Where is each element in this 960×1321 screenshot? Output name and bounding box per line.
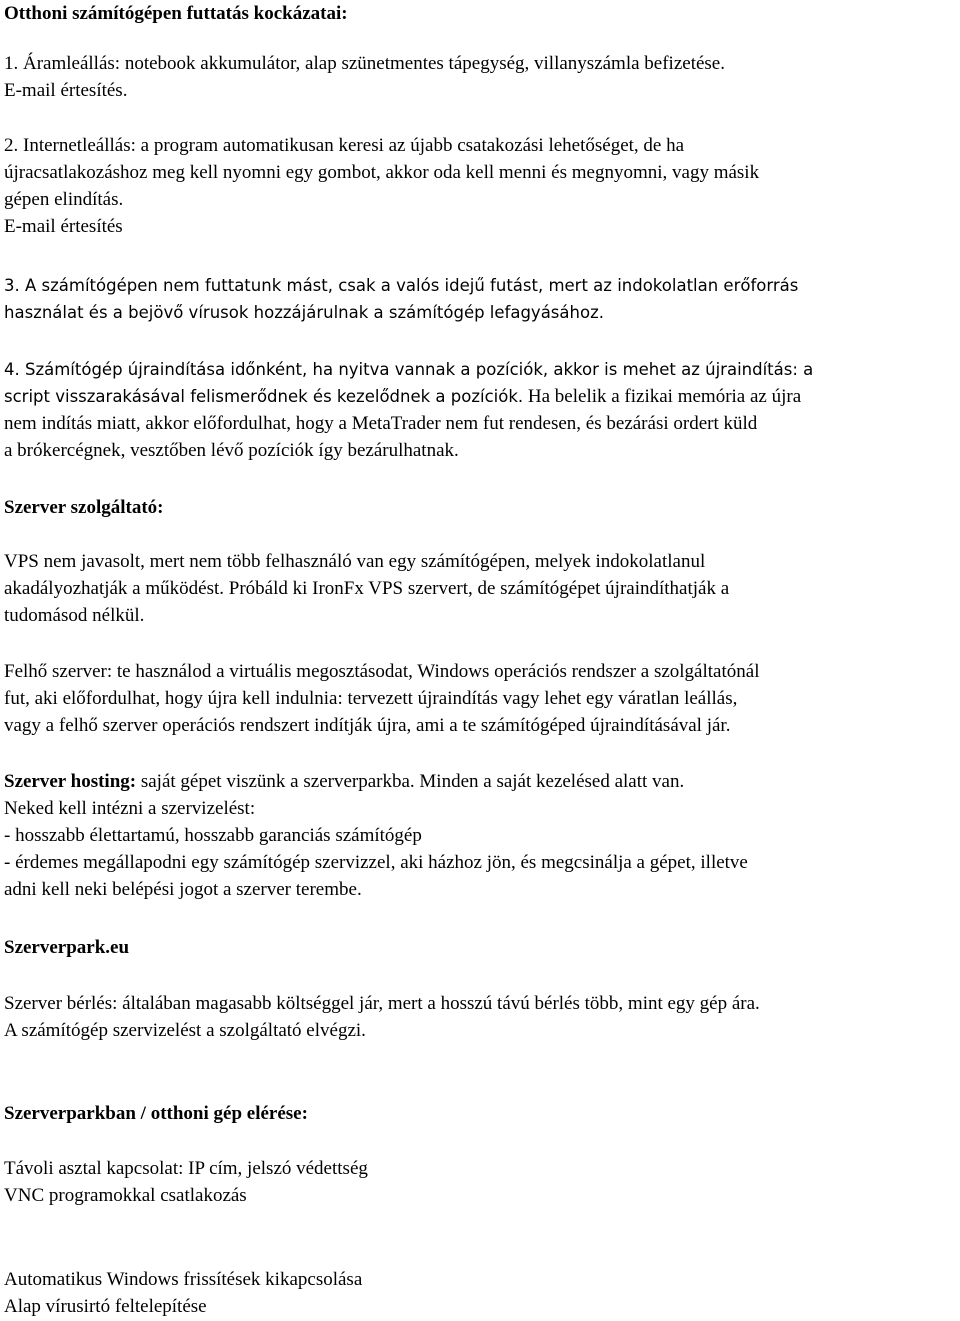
item-restart bbox=[4, 356, 956, 464]
text-line: 2. Internetleállás: a program automatikusan keresi az újabb csatakozási lehetőséget, de ha bbox=[4, 135, 685, 156]
text-line: használat és a bejövő vírusok hozzájárulnak a számítógép lefagyásához. bbox=[4, 303, 604, 322]
text-line: nem indítás miatt, akkor előfordulhat, hogy a MetaTrader nem fut rendesen, és bezárási ordert küld bbox=[4, 413, 758, 434]
text-line: Alap vírusirtó feltelepítése bbox=[4, 1296, 207, 1317]
text-line: vagy a felhő szerver operációs rendszert indítják újra, ami a te számítógéped újraindításával jár. bbox=[4, 715, 731, 736]
heading-home-risks: Otthoni számítógépen futtatás kockázatai: bbox=[4, 3, 348, 24]
text-line: 1. Áramleállás: notebook akkumulátor, alap szünetmentes tápegység, villanyszámla befizetése. bbox=[4, 53, 725, 74]
text-line: E-mail értesítés bbox=[4, 216, 123, 237]
paragraph-vps bbox=[4, 548, 956, 629]
text-line: a brókercégnek, vesztőben lévő pozíciók így bezárulhatnak. bbox=[4, 440, 459, 461]
text-line: E-mail értesítés. bbox=[4, 80, 128, 101]
paragraph-server-hosting bbox=[4, 768, 956, 903]
text-line: Automatikus Windows frissítések kikapcsolása bbox=[4, 1269, 363, 1290]
text-line: akadályozhatják a működést. Próbáld ki IronFx VPS szervert, de számítógépet újraindíthatják a bbox=[4, 578, 730, 599]
item-dedicated-use bbox=[4, 272, 956, 326]
heading-remote-access: Szerverparkban / otthoni gép elérése: bbox=[4, 1103, 308, 1124]
item-power-outage bbox=[4, 50, 956, 104]
text-line: tudomásod nélkül. bbox=[4, 605, 145, 626]
paragraph-server-rental bbox=[4, 990, 956, 1044]
text-line: Szerver bérlés: általában magasabb költséggel jár, mert a hosszú távú bérlés több, mint egy gép ára. bbox=[4, 993, 760, 1014]
text-line: Távoli asztal kapcsolat: IP cím, jelszó védettség bbox=[4, 1158, 368, 1179]
text-line: VNC programokkal csatlakozás bbox=[4, 1185, 247, 1206]
text-line: adni kell neki belépési jogot a szerver terembe. bbox=[4, 879, 362, 900]
text-line: VPS nem javasolt, mert nem több felhasználó van egy számítógépen, melyek indokolatlanul bbox=[4, 551, 706, 572]
hosting-label: Szerver hosting: bbox=[4, 771, 137, 792]
text-line: Ha belelik a fizikai memória az újra bbox=[523, 386, 802, 407]
text-line: 3. A számítógépen nem futtatunk mást, csak a valós idejű futást, mert az indokolatlan erőforrás bbox=[4, 276, 799, 295]
item-internet-outage bbox=[4, 132, 956, 240]
list-item: - érdemes megállapodni egy számítógép szervizzel, aki házhoz jön, és megcsinálja a gépet, illetve bbox=[4, 852, 748, 873]
text-line: saját gépet viszünk a szerverparkba. Minden a saját kezelésed alatt van. bbox=[136, 771, 685, 792]
text-line: újracsatlakozáshoz meg kell nyomni egy gombot, akkor oda kell menni és megnyomni, vagy másik bbox=[4, 162, 760, 183]
text-line: 4. Számítógép újraindítása időnként, ha nyitva vannak a pozíciók, akkor is mehet az újraindítás: a bbox=[4, 360, 814, 379]
heading-serverpark: Szerverpark.eu bbox=[4, 937, 130, 958]
paragraph-cloud-server bbox=[4, 658, 956, 739]
text-line: gépen elindítás. bbox=[4, 189, 124, 210]
paragraph-extras bbox=[4, 1266, 956, 1320]
text-line: A számítógép szervizelést a szolgáltató elvégzi. bbox=[4, 1020, 366, 1041]
paragraph-remote-access bbox=[4, 1155, 956, 1209]
heading-server-provider: Szerver szolgáltató: bbox=[4, 497, 164, 518]
list-item: - hosszabb élettartamú, hosszabb garanciás számítógép bbox=[4, 825, 422, 846]
text-line: fut, aki előfordulhat, hogy újra kell indulnia: tervezett újraindítás vagy lehet egy váratlan leállás, bbox=[4, 688, 738, 709]
text-line: script visszarakásával felismerődnek és kezelődnek a pozíciók. bbox=[4, 387, 524, 406]
text-line: Felhő szerver: te használod a virtuális megosztásodat, Windows operációs rendszer a szolgáltatónál bbox=[4, 661, 760, 682]
text-line: Neked kell intézni a szervizelést: bbox=[4, 798, 256, 819]
